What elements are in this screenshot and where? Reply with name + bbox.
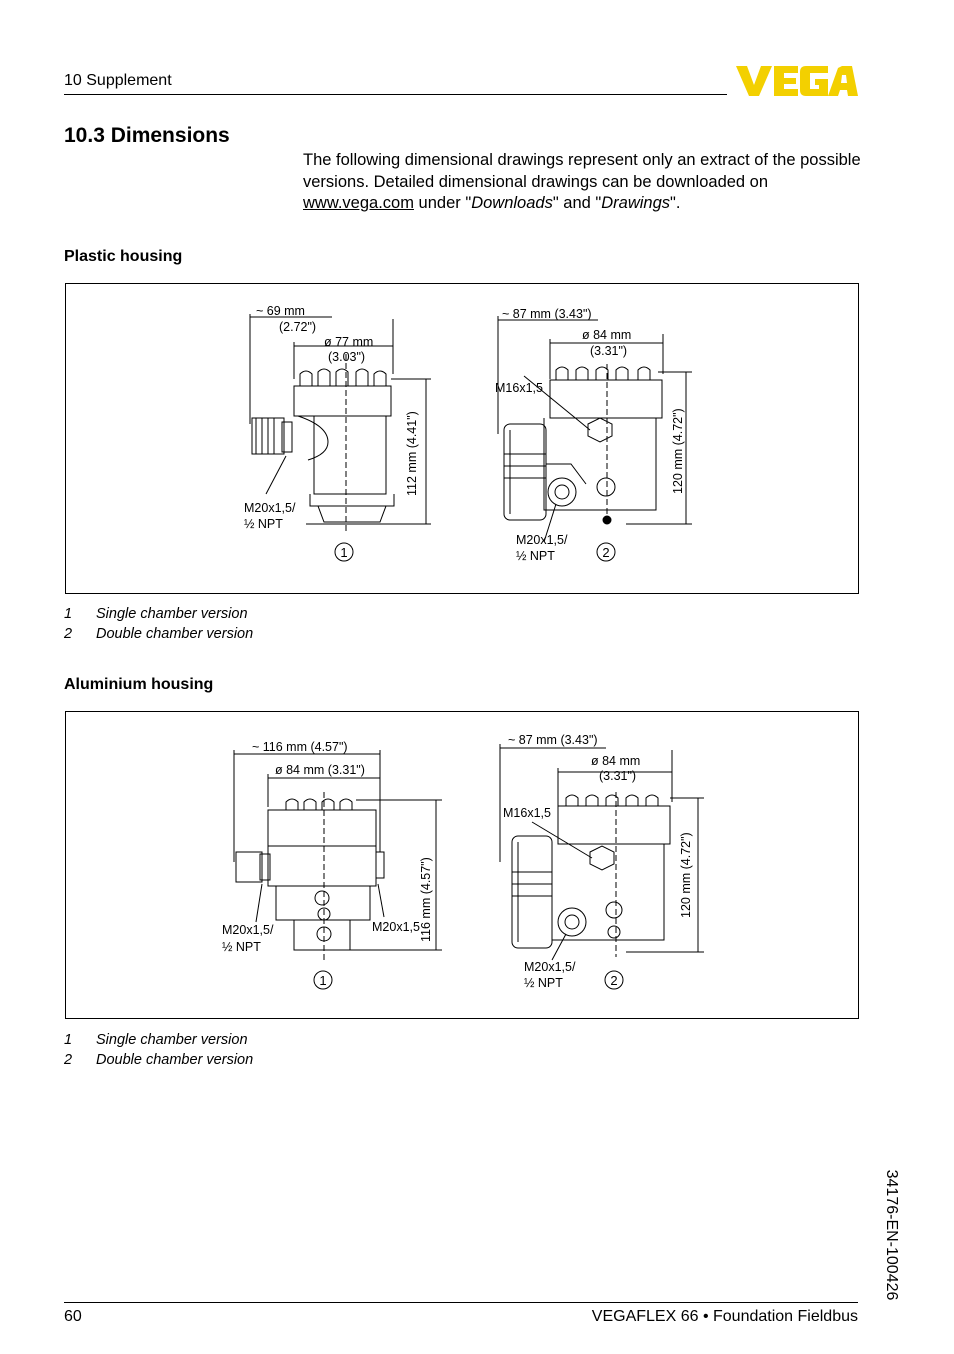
p2-width: ~ 87 mm (3.43") [502,307,592,321]
aluminium-housing-figure [65,711,859,1019]
legend-item: 1 Single chamber version [64,606,248,622]
p2-m16: M16x1,5 [495,381,543,395]
p2-thread: M20x1,5/ [516,533,568,547]
p1-width-in: (2.72") [279,320,317,334]
a1-marker: 1 [319,973,327,988]
page-number: 60 [64,1308,82,1325]
p1-width: ~ 69 mm [256,304,305,318]
legend-item: 1 Single chamber version [64,1032,248,1048]
p1-marker: 1 [340,545,348,560]
p2-marker: 2 [602,545,610,560]
aluminium-housing-drawing [66,712,858,1018]
p1-thread: M20x1,5/ [244,501,296,515]
plastic-housing-heading: Plastic housing [64,248,183,265]
a2-m16: M16x1,5 [503,806,551,820]
a1-dia: ø 84 mm (3.31") [275,763,365,777]
plastic-legend [64,604,253,644]
aluminium-legend [64,1030,253,1070]
a2-height: 120 mm (4.72") [679,832,693,918]
aluminium-housing-heading: Aluminium housing [64,676,214,693]
a2-marker: 2 [610,973,618,988]
header-rule [64,94,727,95]
a2-thread: M20x1,5/ [524,960,576,974]
vega-logo [736,66,858,96]
footer-product: VEGAFLEX 66 • Foundation Fieldbus [591,1308,858,1325]
legend-item: 2 Double chamber version [64,1052,254,1068]
p1-height: 112 mm (4.41") [405,411,419,496]
document-number: 34176-EN-100426 [883,1169,900,1301]
p2-dia-in: (3.31") [590,344,628,358]
a2-width: ~ 87 mm (3.43") [508,733,598,747]
intro-paragraph: The following dimensional drawings represent only an extract of the possible versions. Detailed dimensional drawings can be downloaded on www.vega.com under "Downloads" and "Drawings". [303,151,861,212]
a2-npt: ½ NPT [524,976,563,990]
p1-npt: ½ NPT [244,517,283,531]
a1-thread: M20x1,5/ [222,923,274,937]
section-title: 10.3 Dimensions [64,124,230,147]
a2-dia: ø 84 mm [591,754,641,768]
legend-item: 2 Double chamber version [64,626,254,642]
a1-width: ~ 116 mm (4.57") [252,740,348,754]
a1-height: 116 mm (4.57") [419,857,433,942]
vega-website-link[interactable]: www.vega.com [303,194,414,212]
a2-dia-in: (3.31") [599,769,637,783]
p2-dia: ø 84 mm [582,328,632,342]
a1-npt: ½ NPT [222,940,261,954]
a1-m20: M20x1,5 [372,920,420,934]
plastic-housing-figure [65,283,859,594]
plastic-housing-drawing [66,284,858,593]
p1-dia: ø 77 mm [324,335,374,349]
footer-rule [64,1302,858,1303]
p2-height: 120 mm (4.72") [671,408,685,494]
chapter-header: 10 Supplement [64,72,172,89]
p1-dia-in: (3.03") [328,350,366,364]
p2-npt: ½ NPT [516,549,555,563]
